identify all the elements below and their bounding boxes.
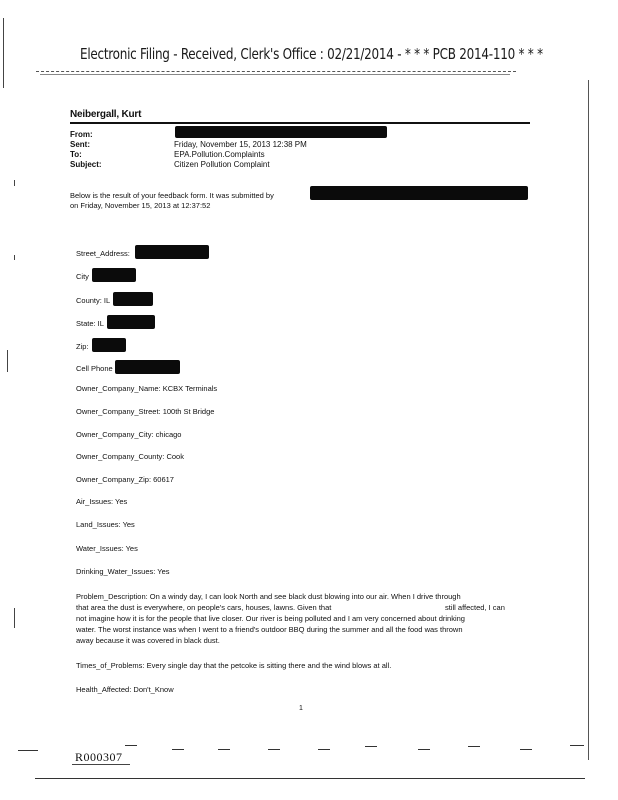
field-cell-phone: Cell Phone	[76, 364, 113, 373]
footer-dash	[18, 750, 38, 751]
field-times-of-problems: Times_of_Problems: Every single day that the petcoke is sitting there and the wind blows at all.	[76, 661, 392, 670]
field-owner-company-name: Owner_Company_Name: KCBX Terminals	[76, 384, 218, 393]
redaction-city	[92, 268, 136, 282]
problem-description-line-5: away because it was covered in black dust.	[76, 636, 220, 645]
stamp-underline-solid	[40, 74, 510, 75]
intro-line-1: Below is the result of your feedback form. It was submitted by	[70, 191, 274, 200]
field-owner-company-street: Owner_Company_Street: 100th St Bridge	[76, 407, 215, 416]
redaction-from	[175, 126, 387, 138]
scan-edge-mark	[14, 180, 15, 186]
header-value-subject: Citizen Pollution Complaint	[174, 160, 270, 169]
bates-number: R000307	[75, 750, 123, 764]
footer-dash	[365, 746, 377, 747]
footer-dash	[318, 749, 330, 750]
header-value-to: EPA.Pollution.Complaints	[174, 150, 265, 159]
field-street-address: Street_Address:	[76, 249, 130, 258]
footer-dash	[268, 749, 280, 750]
field-owner-company-county: Owner_Company_County: Cook	[76, 452, 184, 461]
author-rule	[70, 122, 530, 124]
footer-dash	[218, 749, 230, 750]
bottom-rule	[35, 778, 585, 779]
footer-dash	[172, 749, 184, 750]
redaction-submitter	[310, 186, 528, 200]
field-air-issues: Air_Issues: Yes	[76, 497, 128, 506]
footer-dash	[570, 745, 584, 746]
footer-dash	[468, 746, 480, 747]
problem-description-line-3: not imagine how it is for the people that live closer. Our river is being polluted and I am very concerned about drinking	[76, 614, 465, 623]
redaction-county	[113, 292, 153, 306]
scan-edge-mark	[7, 350, 8, 372]
field-water-issues: Water_Issues: Yes	[76, 544, 138, 553]
filing-stamp: Electronic Filing - Received, Clerk's Office : 02/21/2014 - * * * PCB 2014-110 * * *	[80, 45, 543, 63]
stamp-underline	[36, 71, 516, 72]
scan-edge-mark	[14, 608, 15, 628]
redaction-state	[107, 315, 155, 329]
page-number: 1	[299, 705, 303, 712]
header-label-sent: Sent:	[70, 140, 90, 149]
header-value-sent: Friday, November 15, 2013 12:38 PM	[174, 140, 307, 149]
field-state: State: IL	[76, 319, 104, 328]
intro-line-2: on Friday, November 15, 2013 at 12:37:52	[70, 201, 211, 210]
problem-description-line-4: water. The worst instance was when I went to a friend's outdoor BBQ during the summer and all the food was thrown	[76, 625, 463, 634]
header-label-subject: Subject:	[70, 160, 102, 169]
scan-edge-mark	[14, 255, 15, 260]
header-label-to: To:	[70, 150, 82, 159]
footer-dash	[418, 749, 430, 750]
problem-description-line-2a: that area the dust is everywhere, on people's cars, houses, lawns. Given that	[76, 603, 332, 612]
scan-edge-mark	[3, 18, 4, 88]
redaction-street-address	[135, 245, 209, 259]
footer-dash	[125, 745, 137, 746]
footer-dash	[520, 749, 532, 750]
header-label-from: From:	[70, 130, 93, 139]
page-frame-right	[588, 80, 589, 760]
field-drinking-water-issues: Drinking_Water_Issues: Yes	[76, 567, 170, 576]
field-zip: Zip:	[76, 342, 89, 351]
bates-underline	[72, 764, 130, 765]
field-owner-company-zip: Owner_Company_Zip: 60617	[76, 475, 174, 484]
redaction-zip	[92, 338, 126, 352]
redaction-cell-phone	[115, 360, 180, 374]
field-health-affected: Health_Affected: Don't_Know	[76, 685, 174, 694]
problem-description-line-1: Problem_Description: On a windy day, I can look North and see black dust blowing into our air. When I drive through	[76, 592, 461, 601]
field-land-issues: Land_Issues: Yes	[76, 520, 135, 529]
field-city: City	[76, 272, 89, 281]
problem-description-line-2b: still affected, I can	[445, 603, 505, 612]
email-author: Neibergall, Kurt	[70, 109, 142, 120]
field-county: County: IL	[76, 296, 111, 305]
field-owner-company-city: Owner_Company_City: chicago	[76, 430, 182, 439]
